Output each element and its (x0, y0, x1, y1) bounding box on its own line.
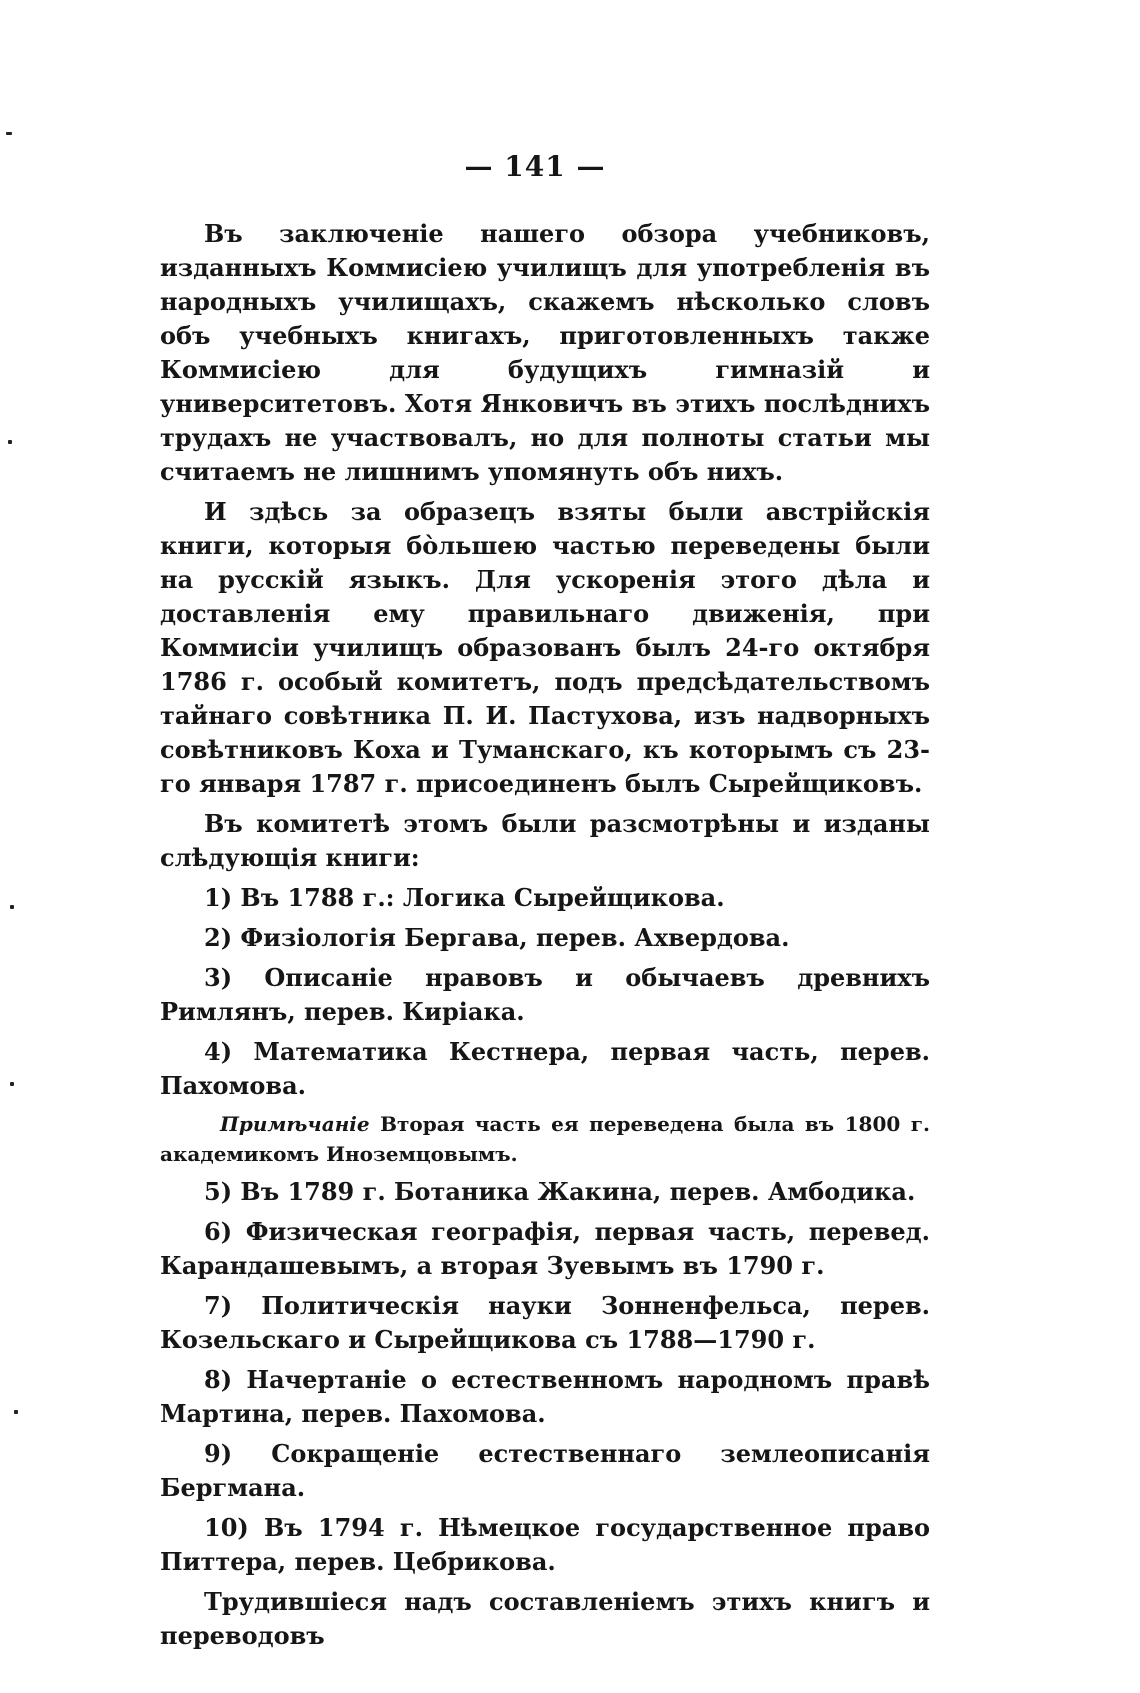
footnote-text: Вторая часть ея переведена была въ 1800 г. академикомъ Иноземцовымъ. (160, 1112, 930, 1166)
list-item: 1) Въ 1788 г.: Логика Сырейщикова. (204, 883, 725, 912)
list-item: 7) Политическія науки Зонненфельса, перев. Козельскаго и Сырейщикова съ 1788—1790 г. (160, 1291, 930, 1354)
list-item: 9) Сокращеніе естественнаго землеописанія Бергмана. (160, 1439, 930, 1502)
scan-mark (10, 1082, 14, 1086)
scan-mark (14, 1410, 18, 1414)
scan-mark (10, 905, 14, 909)
document-page (160, 150, 930, 1659)
page-number: — 141 — (464, 150, 606, 183)
paragraph-closing: Трудившіеся надъ составленіемъ этихъ книгъ и переводовъ (160, 1587, 930, 1650)
list-item: 2) Физіологія Бергава, перев. Ахвердова. (204, 923, 790, 952)
list-item: 6) Физическая географія, первая часть, перевед. Карандашевымъ, а вторая Зуевымъ въ 1790 г. (160, 1217, 930, 1280)
list-item: 5) Въ 1789 г. Ботаника Жакина, перев. Амбодика. (204, 1177, 916, 1206)
list-item: 3) Описаніе нравовъ и обычаевъ древнихъ Римлянъ, перев. Киріака. (160, 963, 930, 1026)
list-item: 10) Въ 1794 г. Нѣмецкое государственное право Питтера, перев. Цебрикова. (160, 1513, 930, 1576)
footnote (160, 1109, 930, 1169)
scan-mark (6, 132, 12, 135)
footnote-label: Примѣчаніе (220, 1112, 370, 1136)
paragraph-books-intro: Въ комитетѣ этомъ были разсмотрѣны и изданы слѣдующія книги: (160, 809, 930, 872)
list-item: 8) Начертаніе о естественномъ народномъ правѣ Мартина, перев. Пахомова. (160, 1365, 930, 1428)
list-item: 4) Математика Кестнера, первая часть, перев. Пахомова. (160, 1037, 930, 1100)
paragraph-intro: Въ заключеніе нашего обзора учебниковъ, изданныхъ Коммисіею училищъ для употребленія въ народныхъ училищахъ, скажемъ нѣсколько словъ объ учебныхъ книгахъ, приготовленныхъ также Коммисіею для будущихъ гимназій и университетовъ. Хотя Янковичъ въ этихъ послѣднихъ трудахъ не участвовалъ, но для полноты статьи мы считаемъ не лишнимъ упомянуть объ нихъ. (160, 219, 930, 486)
scan-mark (8, 440, 12, 444)
paragraph-committee: И здѣсь за образецъ взяты были австрійскія книги, которыя бо̀льшею частью переведены были на русскій языкъ. Для ускоренія этого дѣла и доставленія ему правильнаго движенія, при Коммисіи училищъ образованъ былъ 24-го октября 1786 г. особый комитетъ, подъ предсѣдательствомъ тайнаго совѣтника П. И. Пастухова, изъ надворныхъ совѣтниковъ Коха и Туманскаго, къ которымъ съ 23-го января 1787 г. присоединенъ былъ Сырейщиковъ. (160, 497, 930, 798)
